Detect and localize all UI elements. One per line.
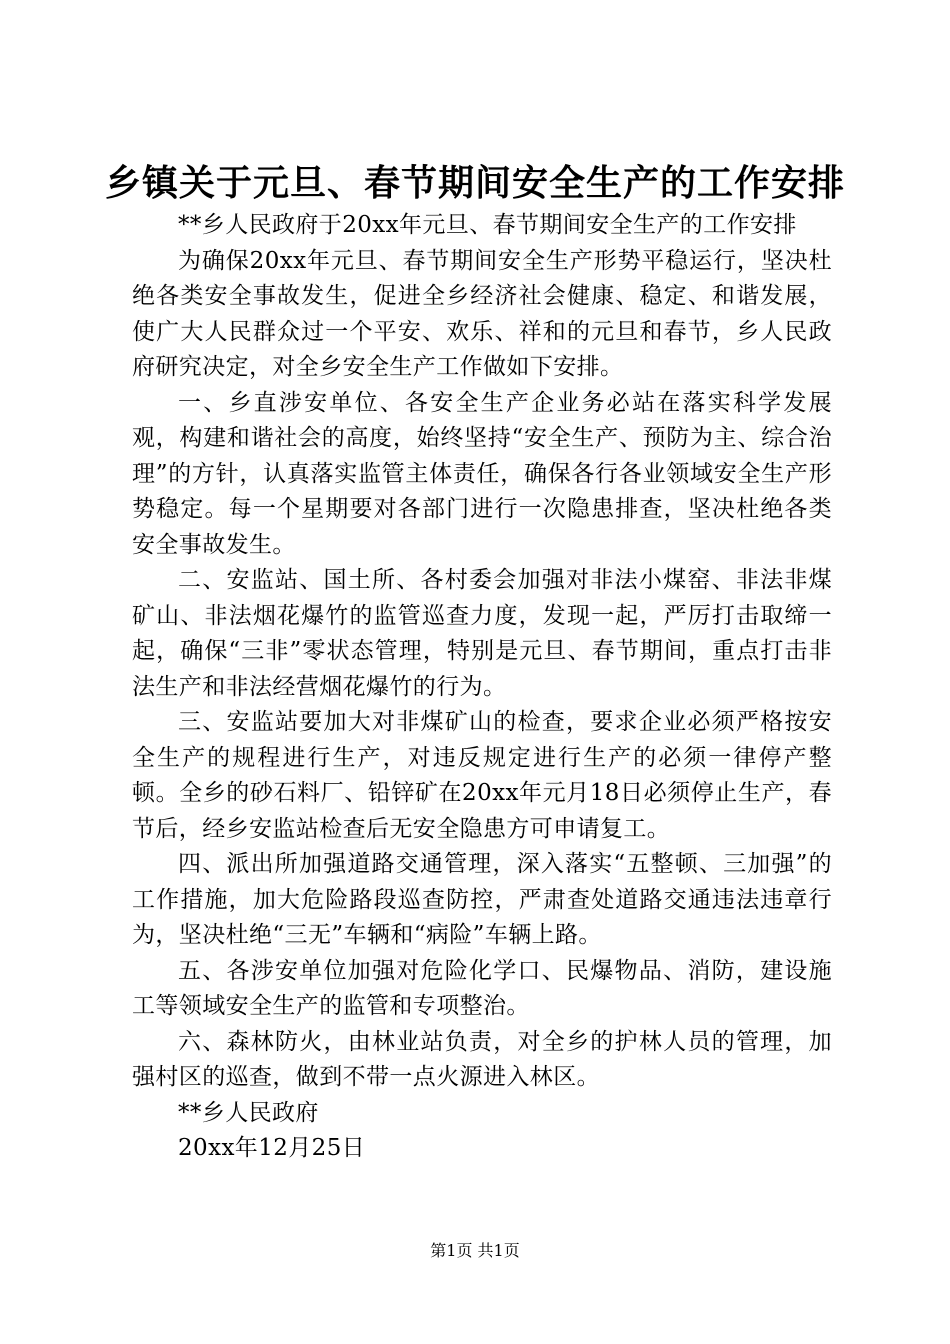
document-body — [132, 208, 832, 1167]
paragraph-item-2: 二、安监站、国土所、各村委会加强对非法小煤窑、非法非煤矿山、非法烟花爆竹的监管巡查力度，发现一起，严厉打击取缔一起，确保“三非”零状态管理，特别是元旦、春节期间，重点打击非法生产和非法经营烟花爆竹的行为。 — [132, 567, 832, 700]
document-title: 乡镇关于元旦、春节期间安全生产的工作安排 — [104, 162, 845, 204]
signature-organization: **乡人民政府 — [178, 1099, 319, 1126]
paragraph-item-3: 三、安监站要加大对非煤矿山的检查，要求企业必须严格按安全生产的规程进行生产，对违反规定进行生产的必须一律停产整顿。全乡的砂石料厂、铅锌矿在20xx年元月18日必须停止生产，春节后，经乡安监站检查后无安全隐患方可申请复工。 — [132, 709, 832, 842]
signature-date: 20xx年12月25日 — [178, 1135, 366, 1161]
paragraph-heading: **乡人民政府于20xx年元旦、春节期间安全生产的工作安排 — [178, 212, 797, 238]
page-number-footer: 第1页 共1页 — [430, 1241, 520, 1260]
paragraph-item-6: 六、森林防火，由林业站负责，对全乡的护林人员的管理，加强村区的巡查，做到不带一点火源进入林区。 — [132, 1028, 832, 1090]
paragraph-item-1: 一、乡直涉安单位、各安全生产企业务必站在落实科学发展观，构建和谐社会的高度，始终坚持“安全生产、预防为主、综合治理”的方针，认真落实监管主体责任，确保各行各业领域安全生产形势稳定。每一个星期要对各部门进行一次隐患排查，坚决杜绝各类安全事故发生。 — [132, 389, 832, 558]
paragraph-item-4: 四、派出所加强道路交通管理，深入落实“五整顿、三加强”的工作措施，加大危险路段巡查防控，严肃查处道路交通违法违章行为，坚决杜绝“三无”车辆和“病险”车辆上路。 — [132, 851, 832, 948]
paragraph-item-5: 五、各涉安单位加强对危险化学口、民爆物品、消防，建设施工等领域安全生产的监管和专项整治。 — [132, 957, 832, 1019]
paragraph-intro: 为确保20xx年元旦、春节期间安全生产形势平稳运行，坚决杜绝各类安全事故发生，促进全乡经济社会健康、稳定、和谐发展，使广大人民群众过一个平安、欢乐、祥和的元旦和春节，乡人民政府研究决定，对全乡安全生产工作做如下安排。 — [132, 247, 832, 380]
